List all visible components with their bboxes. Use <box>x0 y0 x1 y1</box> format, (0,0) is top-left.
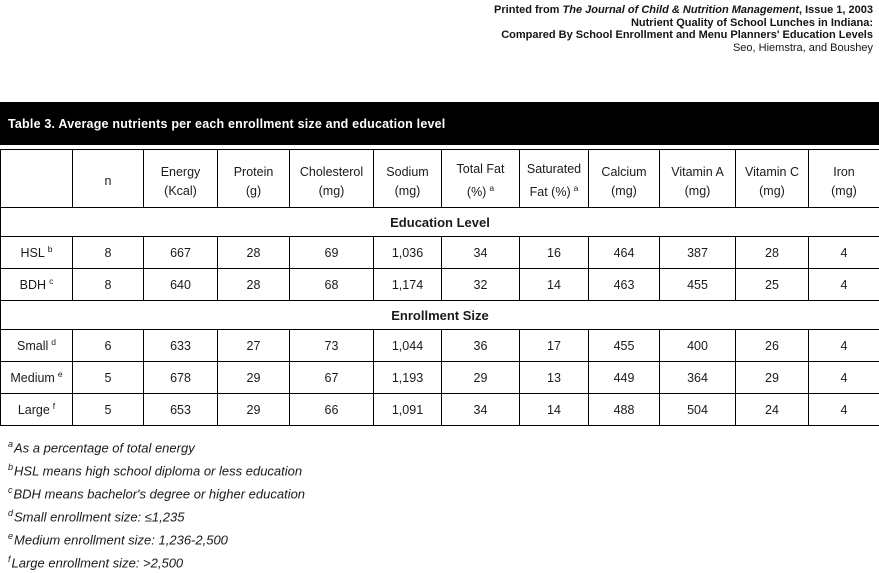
cell: 28 <box>218 269 290 301</box>
footnote-marker-e: e <box>57 369 63 380</box>
cell: 14 <box>520 269 589 301</box>
cell: 6 <box>73 330 144 362</box>
footnotes <box>0 434 879 572</box>
column-header-energy: Energy (Kcal) <box>144 150 218 208</box>
cell: 29 <box>218 362 290 394</box>
cell: 4 <box>809 330 879 362</box>
cell: 27 <box>218 330 290 362</box>
section-heading-enrollment-size <box>1 301 879 330</box>
column-header-total-fat: Total Fat (%) $^a$ <box>442 150 520 208</box>
column-header-row <box>1 150 879 208</box>
citation-line: Printed from The Journal of Child & Nutrition Management, Issue 1, 2003 <box>494 4 873 16</box>
table-row-large <box>1 394 879 426</box>
section-heading-education-level <box>1 208 879 237</box>
article-title-line1: Nutrient Quality of School Lunches in Indiana: <box>630 16 873 29</box>
footnote-marker-f: f <box>52 401 56 412</box>
row-label: Small $^d$ <box>1 330 73 362</box>
table-row-bdh <box>1 269 879 301</box>
cell: 14 <box>520 394 589 426</box>
cell: 1,193 <box>374 362 442 394</box>
row-label: Large $^f$ <box>1 394 73 426</box>
cell: 17 <box>520 330 589 362</box>
cell: 36 <box>442 330 520 362</box>
column-header-sodium: Sodium (mg) <box>374 150 442 208</box>
cell: 34 <box>442 394 520 426</box>
cell: 387 <box>660 237 736 269</box>
footnote-marker-a: a <box>573 183 579 194</box>
column-header-saturated-fat: Saturated Fat (%) $^a$ <box>520 150 589 208</box>
footnote-marker-a: a <box>489 183 495 194</box>
footnote-marker-d: d <box>51 337 56 348</box>
cell: 32 <box>442 269 520 301</box>
row-label: HSL $^b$ <box>1 237 73 269</box>
cell: 449 <box>589 362 660 394</box>
cell: 16 <box>520 237 589 269</box>
cell: 28 <box>218 237 290 269</box>
footnote-marker-c: c <box>49 276 54 287</box>
cell: 26 <box>736 330 809 362</box>
cell: 4 <box>809 237 879 269</box>
footnote-c: $^c$BDH means bachelor's degree or higher education <box>8 485 306 502</box>
cell: 455 <box>589 330 660 362</box>
table-title: Table 3. Average nutrients per each enrollment size and education level <box>8 116 446 131</box>
cell: 29 <box>218 394 290 426</box>
cell: 678 <box>144 362 218 394</box>
cell: 68 <box>290 269 374 301</box>
cell: 633 <box>144 330 218 362</box>
cell: 1,044 <box>374 330 442 362</box>
section-heading-label: Enrollment Size <box>1 301 879 330</box>
cell: 4 <box>809 362 879 394</box>
cell: 667 <box>144 237 218 269</box>
cell: 28 <box>736 237 809 269</box>
cell: 1,036 <box>374 237 442 269</box>
cell: 69 <box>290 237 374 269</box>
authors: Seo, Hiemstra, and Boushey <box>732 41 873 54</box>
table-row-medium <box>1 362 879 394</box>
column-header-iron: Iron (mg) <box>809 150 879 208</box>
cell: 400 <box>660 330 736 362</box>
cell: 455 <box>660 269 736 301</box>
cell: 29 <box>442 362 520 394</box>
nutrients-table <box>0 149 879 426</box>
footnote-b: $^b$HSL means high school diploma or less education <box>8 462 303 479</box>
cell: 463 <box>589 269 660 301</box>
row-label: BDH $^c$ <box>1 269 73 301</box>
cell: 34 <box>442 237 520 269</box>
footnote-marker-b: b <box>47 244 53 255</box>
footnote-d: $^d$Small enrollment size: ≤1,235 <box>8 508 185 525</box>
cell: 73 <box>290 330 374 362</box>
cell: 66 <box>290 394 374 426</box>
cell: 653 <box>144 394 218 426</box>
section-heading-label: Education Level <box>1 208 879 237</box>
cell: 1,091 <box>374 394 442 426</box>
footnote-e: $^e$Medium enrollment size: 1,236-2,500 <box>8 531 228 548</box>
cell: 464 <box>589 237 660 269</box>
cell: 25 <box>736 269 809 301</box>
cell: 13 <box>520 362 589 394</box>
row-label: Medium $^e$ <box>1 362 73 394</box>
cell: 4 <box>809 269 879 301</box>
column-header-n: n <box>73 150 144 208</box>
cell: 1,174 <box>374 269 442 301</box>
cell: 67 <box>290 362 374 394</box>
table-row-small <box>1 330 879 362</box>
column-header-cholesterol: Cholesterol (mg) <box>290 150 374 208</box>
column-header-protein: Protein (g) <box>218 150 290 208</box>
column-header-vitamin-a: Vitamin A (mg) <box>660 150 736 208</box>
cell: 24 <box>736 394 809 426</box>
column-header-vitamin-c: Vitamin C (mg) <box>736 150 809 208</box>
cell: 504 <box>660 394 736 426</box>
table-row-hsl <box>1 237 879 269</box>
footnote-f: $^f$Large enrollment size: >2,500 <box>8 554 184 571</box>
cell: 29 <box>736 362 809 394</box>
cell: 8 <box>73 269 144 301</box>
journal-name: The Journal of Child & Nutrition Management <box>562 4 799 16</box>
page-header <box>0 0 879 54</box>
column-header-calcium: Calcium (mg) <box>589 150 660 208</box>
column-header-blank <box>1 150 73 208</box>
footnote-a: $^a$As a percentage of total energy <box>8 439 195 456</box>
cell: 5 <box>73 394 144 426</box>
cell: 5 <box>73 362 144 394</box>
cell: 640 <box>144 269 218 301</box>
table-title-band <box>0 102 879 145</box>
cell: 364 <box>660 362 736 394</box>
cell: 488 <box>589 394 660 426</box>
cell: 4 <box>809 394 879 426</box>
article-title-line2: Compared By School Enrollment and Menu Planners' Education Levels <box>501 29 873 41</box>
cell: 8 <box>73 237 144 269</box>
